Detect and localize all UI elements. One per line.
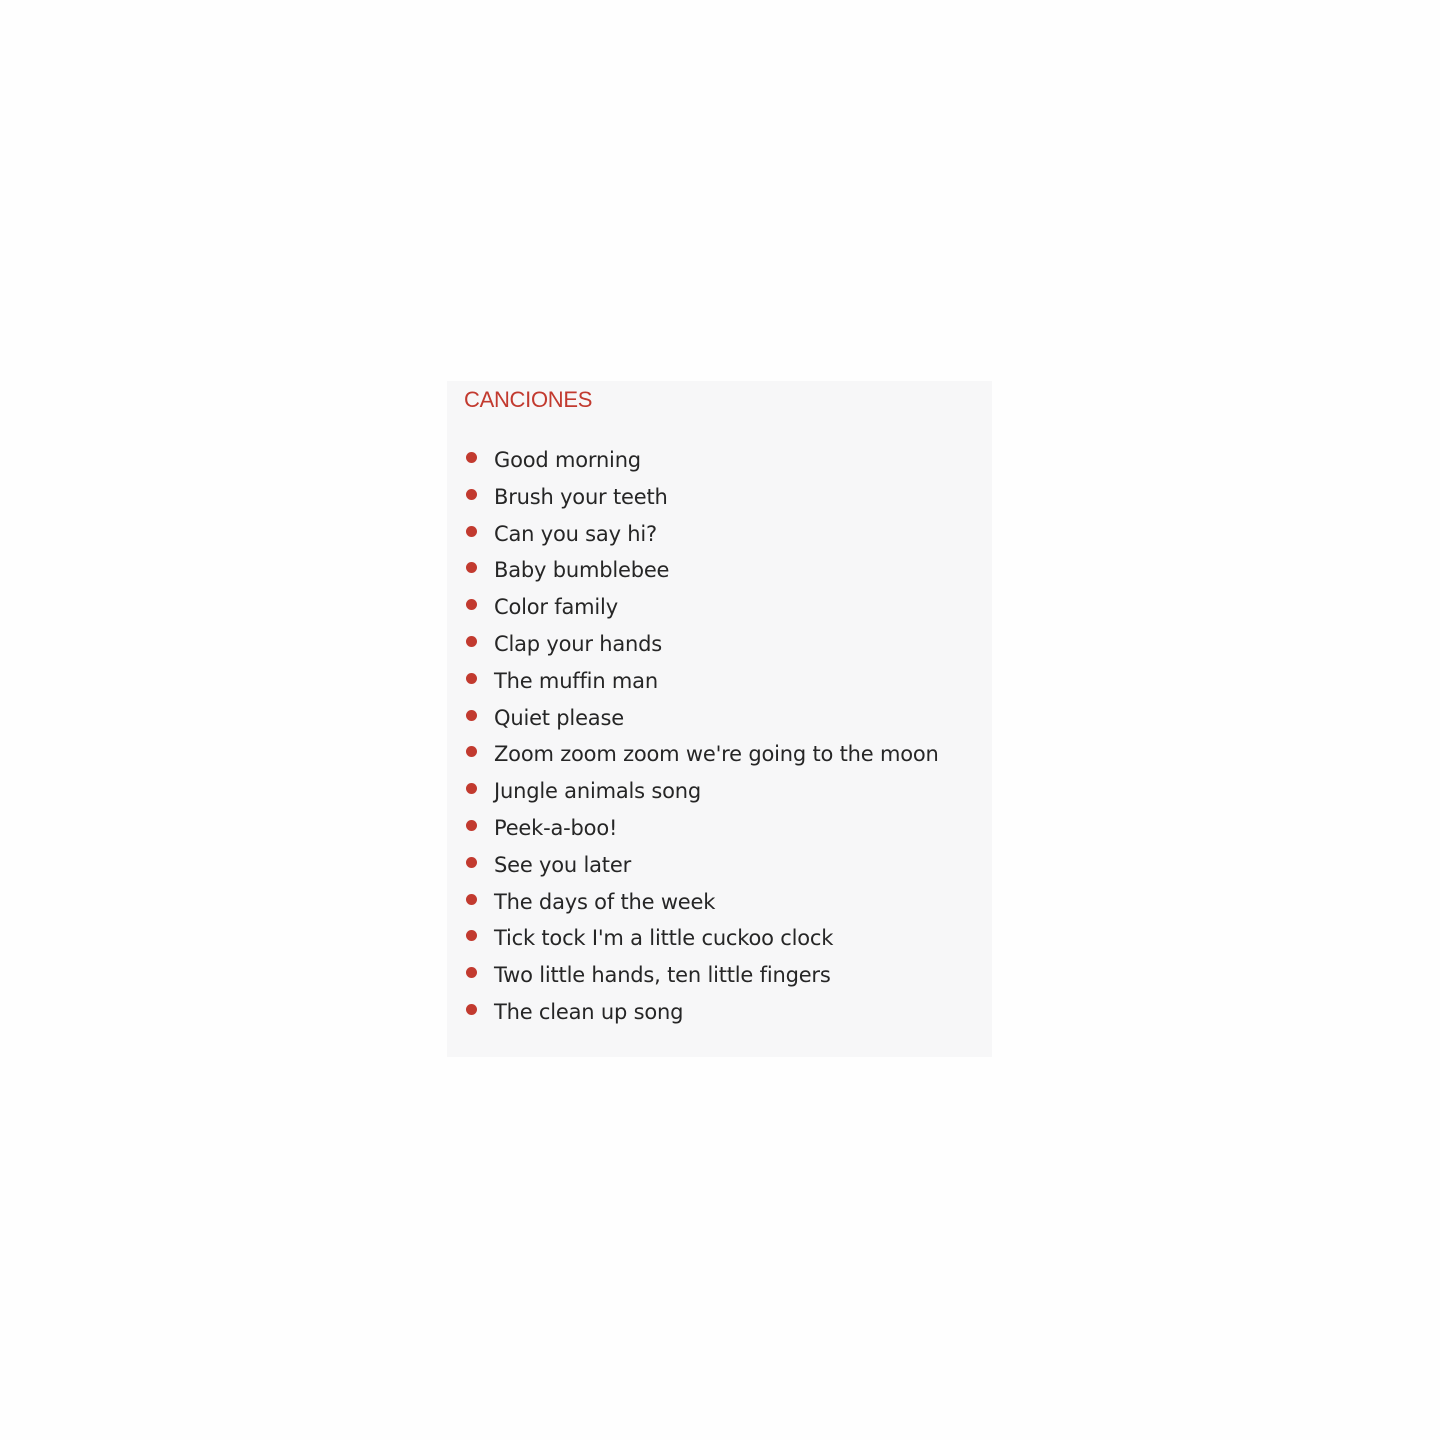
list-item: [447, 884, 939, 921]
song-title: Quiet please: [494, 705, 624, 730]
dot-bullet-icon: [466, 820, 477, 831]
list-item: [447, 736, 939, 773]
dot-bullet-icon: [466, 894, 477, 905]
dot-bullet-icon: [466, 526, 477, 537]
list-item: [447, 442, 939, 479]
list-item: [447, 516, 939, 553]
song-title: Can you say hi?: [494, 521, 657, 546]
list-item: [447, 957, 939, 994]
dot-bullet-icon: [466, 930, 477, 941]
song-title: Baby bumblebee: [494, 558, 670, 583]
dot-bullet-icon: [466, 636, 477, 647]
list-item: [447, 700, 939, 737]
dot-bullet-icon: [466, 857, 477, 868]
song-list: [447, 442, 939, 1031]
song-title: Color family: [494, 595, 618, 620]
song-title: The muffin man: [494, 668, 658, 693]
song-title: Jungle animals song: [494, 779, 701, 804]
song-title: Two little hands, ten little fingers: [494, 963, 831, 988]
dot-bullet-icon: [466, 673, 477, 684]
dot-bullet-icon: [466, 489, 477, 500]
dot-bullet-icon: [466, 1004, 477, 1015]
song-title: Good morning: [494, 448, 641, 472]
dot-bullet-icon: [466, 746, 477, 757]
list-item: [447, 994, 939, 1031]
songs-panel: [447, 381, 992, 1057]
list-item: [447, 920, 939, 957]
list-item: [447, 810, 939, 847]
list-item: [447, 773, 939, 810]
song-title: Zoom zoom zoom we're going to the moon: [494, 742, 939, 767]
list-item: [447, 589, 939, 626]
dot-bullet-icon: [466, 599, 477, 610]
list-item: [447, 552, 939, 589]
song-title: Tick tock I'm a little cuckoo clock: [494, 926, 834, 951]
list-item: [447, 626, 939, 663]
song-title: Brush your teeth: [494, 484, 668, 509]
song-title: See you later: [494, 852, 631, 877]
section-title: CANCIONES: [464, 387, 593, 412]
song-title: Peek-a-boo!: [494, 815, 618, 840]
dot-bullet-icon: [466, 967, 477, 978]
dot-bullet-icon: [466, 452, 477, 463]
song-title: Clap your hands: [494, 631, 663, 656]
list-item: [447, 663, 939, 700]
song-title: The clean up song: [494, 999, 684, 1024]
dot-bullet-icon: [466, 562, 477, 573]
song-title: The days of the week: [494, 889, 716, 914]
list-item: [447, 847, 939, 884]
list-item: [447, 479, 939, 516]
dot-bullet-icon: [466, 783, 477, 794]
dot-bullet-icon: [466, 710, 477, 721]
